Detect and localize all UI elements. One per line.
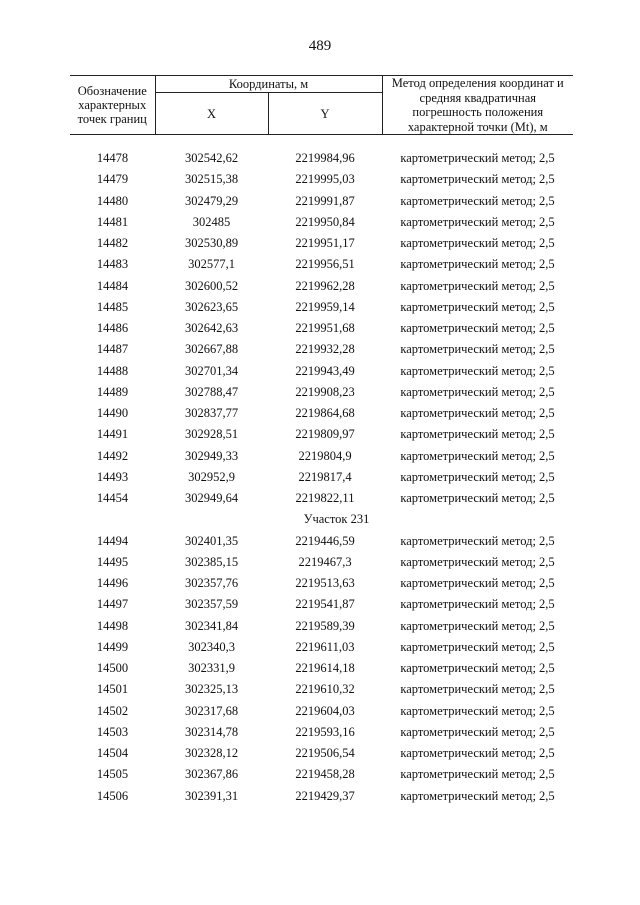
y-coordinate-cell: 2219604,03 [295, 703, 355, 718]
table-row [70, 191, 573, 212]
point-number-cell: 14499 [96, 639, 129, 654]
method-cell: картометрический метод; 2,5 [400, 427, 555, 442]
method-cell: картометрический метод; 2,5 [400, 214, 555, 229]
x-coordinate-cell: 302357,76 [184, 576, 239, 591]
table-row [70, 297, 573, 318]
x-coordinate-cell: 302642,63 [184, 321, 239, 336]
table-row [70, 701, 573, 722]
method-header: Метод определения координат и средняя квадратичная погрешность положения характерной точки (Мt), м [382, 76, 573, 135]
y-coordinate-cell: 2219908,23 [295, 384, 355, 399]
point-number-cell: 14498 [96, 618, 129, 633]
method-cell: картометрический метод; 2,5 [400, 342, 555, 357]
y-coordinate-cell: 2219932,28 [295, 342, 355, 357]
x-coordinate-cell: 302485 [192, 214, 231, 229]
y-coordinate-cell: 2219864,68 [295, 406, 355, 421]
x-coordinate-cell: 302401,35 [184, 533, 239, 548]
y-coordinate-cell: 2219589,39 [295, 618, 355, 633]
table-row [70, 361, 573, 382]
table-row [70, 382, 573, 403]
point-number-cell: 14479 [96, 172, 129, 187]
table-row [70, 148, 573, 169]
point-number-cell: 14503 [96, 724, 129, 739]
y-coordinate-cell: 2219951,68 [295, 321, 355, 336]
table-header [70, 75, 573, 135]
x-coordinate-cell: 302949,33 [184, 448, 239, 463]
point-number-cell: 14481 [96, 214, 129, 229]
point-number-cell: 14494 [96, 533, 129, 548]
table-row [70, 573, 573, 594]
point-number-cell: 14506 [96, 788, 129, 803]
method-cell: картометрический метод; 2,5 [400, 639, 555, 654]
table-row [70, 552, 573, 573]
table-row [70, 169, 573, 190]
point-number-cell: 14487 [96, 342, 129, 357]
table-row [70, 318, 573, 339]
x-coordinate-cell: 302623,65 [184, 299, 239, 314]
table-row [70, 786, 573, 807]
table-row [70, 488, 573, 509]
table-row [70, 403, 573, 424]
method-cell: картометрический метод; 2,5 [400, 406, 555, 421]
y-coordinate-cell: 2219817,4 [298, 469, 352, 484]
method-cell: картометрический метод; 2,5 [400, 746, 555, 761]
x-coordinate-cell: 302701,34 [184, 363, 239, 378]
x-coordinate-cell: 302385,15 [184, 554, 239, 569]
table-row [70, 637, 573, 658]
y-coordinate-cell: 2219822,11 [295, 491, 355, 506]
point-number-cell: 14491 [96, 427, 129, 442]
method-cell: картометрический метод; 2,5 [400, 321, 555, 336]
method-cell: картометрический метод; 2,5 [400, 661, 555, 676]
y-coordinate-cell: 2219950,84 [295, 214, 355, 229]
point-number-cell: 14482 [96, 236, 129, 251]
point-number-cell: 14492 [96, 448, 129, 463]
point-number-cell: 14496 [96, 576, 129, 591]
x-coordinate-cell: 302479,29 [184, 193, 239, 208]
x-coordinate-cell: 302341,84 [184, 618, 239, 633]
point-number-cell: 14454 [96, 491, 129, 506]
y-coordinate-cell: 2219467,3 [298, 554, 352, 569]
point-number-cell: 14488 [96, 363, 129, 378]
method-cell: картометрический метод; 2,5 [400, 257, 555, 272]
point-number-cell: 14483 [96, 257, 129, 272]
method-cell: картометрический метод; 2,5 [400, 151, 555, 166]
table-row [70, 233, 573, 254]
table-row [70, 679, 573, 700]
point-number-cell: 14497 [96, 597, 129, 612]
method-cell: картометрический метод; 2,5 [400, 491, 555, 506]
x-coordinate-cell: 302667,88 [184, 342, 239, 357]
table-row [70, 254, 573, 275]
y-coordinate-cell: 2219614,18 [295, 661, 355, 676]
method-cell: картометрический метод; 2,5 [400, 448, 555, 463]
point-number-cell: 14478 [96, 151, 129, 166]
x-coordinate-cell: 302340,3 [188, 639, 235, 654]
point-number-cell: 14504 [96, 746, 129, 761]
y-header: Y [268, 93, 382, 135]
y-coordinate-cell: 2219458,28 [295, 767, 355, 782]
y-coordinate-cell: 2219513,63 [295, 576, 355, 591]
coordinates-header: Координаты, м [155, 76, 382, 93]
x-coordinate-cell: 302391,31 [184, 788, 239, 803]
method-cell: картометрический метод; 2,5 [400, 533, 555, 548]
point-number-cell: 14484 [96, 278, 129, 293]
x-coordinate-cell: 302328,12 [184, 746, 239, 761]
method-cell: картометрический метод; 2,5 [400, 554, 555, 569]
point-number-cell: 14495 [96, 554, 129, 569]
x-coordinate-cell: 302949,64 [184, 491, 239, 506]
method-cell: картометрический метод; 2,5 [400, 384, 555, 399]
y-coordinate-cell: 2219959,14 [295, 299, 355, 314]
table-row [70, 446, 573, 467]
x-coordinate-cell: 302317,68 [184, 703, 239, 718]
y-coordinate-cell: 2219611,03 [295, 639, 355, 654]
table-row [70, 594, 573, 615]
x-coordinate-cell: 302788,47 [184, 384, 239, 399]
method-cell: картометрический метод; 2,5 [400, 703, 555, 718]
point-number-cell: 14486 [96, 321, 129, 336]
point-number-cell: 14493 [96, 469, 129, 484]
table-row [70, 212, 573, 233]
table-row [70, 616, 573, 637]
y-coordinate-cell: 2219943,49 [295, 363, 355, 378]
y-coordinate-cell: 2219541,87 [295, 597, 355, 612]
method-cell: картометрический метод; 2,5 [400, 788, 555, 803]
y-coordinate-cell: 2219995,03 [295, 172, 355, 187]
table-row [70, 424, 573, 445]
x-coordinate-cell: 302515,38 [184, 172, 239, 187]
x-coordinate-cell: 302331,9 [188, 661, 235, 676]
y-coordinate-cell: 2219809,97 [295, 427, 355, 442]
method-cell: картометрический метод; 2,5 [400, 576, 555, 591]
table-row [70, 339, 573, 360]
method-cell: картометрический метод; 2,5 [400, 172, 555, 187]
table-row [70, 467, 573, 488]
point-number-cell: 14489 [96, 384, 129, 399]
section-title: Участок 231 [303, 512, 370, 527]
table-body [70, 148, 573, 807]
y-coordinate-cell: 2219956,51 [295, 257, 355, 272]
x-coordinate-cell: 302542,62 [184, 151, 239, 166]
y-coordinate-cell: 2219991,87 [295, 193, 355, 208]
method-cell: картометрический метод; 2,5 [400, 236, 555, 251]
point-number-cell: 14505 [96, 767, 129, 782]
point-number-cell: 14501 [96, 682, 129, 697]
method-cell: картометрический метод; 2,5 [400, 278, 555, 293]
table-row [70, 531, 573, 552]
point-number-cell: 14490 [96, 406, 129, 421]
y-coordinate-cell: 2219610,32 [295, 682, 355, 697]
table-row [70, 764, 573, 785]
method-cell: картометрический метод; 2,5 [400, 767, 555, 782]
table-row [70, 276, 573, 297]
y-coordinate-cell: 2219984,96 [295, 151, 355, 166]
x-coordinate-cell: 302952,9 [188, 469, 235, 484]
method-cell: картометрический метод; 2,5 [400, 193, 555, 208]
x-coordinate-cell: 302530,89 [184, 236, 239, 251]
table-row [70, 658, 573, 679]
method-cell: картометрический метод; 2,5 [400, 618, 555, 633]
point-number-cell: 14480 [96, 193, 129, 208]
designation-header: Обозначение характерных точек границ [70, 76, 155, 135]
page-number: 489 [308, 38, 332, 54]
y-coordinate-cell: 2219506,54 [295, 746, 355, 761]
table-row [70, 722, 573, 743]
y-coordinate-cell: 2219429,37 [295, 788, 355, 803]
x-coordinate-cell: 302600,52 [184, 278, 239, 293]
table-row [70, 743, 573, 764]
y-coordinate-cell: 2219962,28 [295, 278, 355, 293]
point-number-cell: 14502 [96, 703, 129, 718]
method-cell: картометрический метод; 2,5 [400, 469, 555, 484]
method-cell: картометрический метод; 2,5 [400, 724, 555, 739]
point-number-cell: 14485 [96, 299, 129, 314]
method-cell: картометрический метод; 2,5 [400, 363, 555, 378]
method-cell: картометрический метод; 2,5 [400, 597, 555, 612]
x-coordinate-cell: 302367,86 [184, 767, 239, 782]
x-coordinate-cell: 302837,77 [184, 406, 239, 421]
x-coordinate-cell: 302928,51 [184, 427, 239, 442]
y-coordinate-cell: 2219804,9 [298, 448, 352, 463]
y-coordinate-cell: 2219593,16 [295, 724, 355, 739]
x-coordinate-cell: 302577,1 [188, 257, 235, 272]
y-coordinate-cell: 2219446,59 [295, 533, 355, 548]
point-number-cell: 14500 [96, 661, 129, 676]
x-header: X [155, 93, 268, 135]
y-coordinate-cell: 2219951,17 [295, 236, 355, 251]
x-coordinate-cell: 302357,59 [184, 597, 239, 612]
method-cell: картометрический метод; 2,5 [400, 299, 555, 314]
x-coordinate-cell: 302325,13 [184, 682, 239, 697]
x-coordinate-cell: 302314,78 [184, 724, 239, 739]
method-cell: картометрический метод; 2,5 [400, 682, 555, 697]
